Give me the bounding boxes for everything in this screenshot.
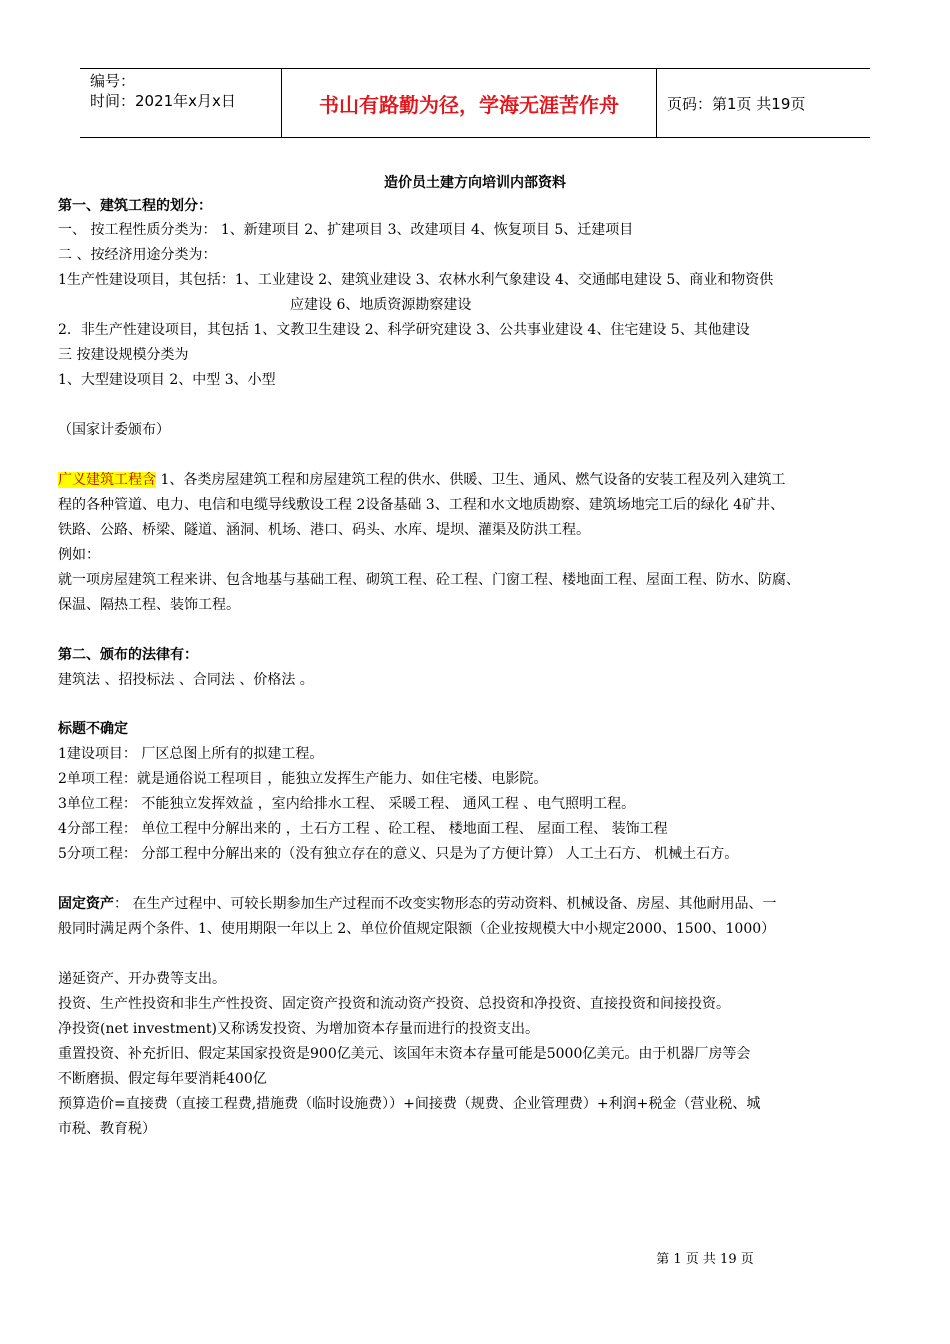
section1-line: 一、 按工程性质分类为： 1、新建项目 2、扩建项目 3、改建项目 4、恢复项目 5、迁建项目 [58, 222, 634, 238]
section1-line: 1生产性建设项目，其包括：1、工业建设 2、建筑业建设 3、农林水利气象建设 4、交通邮电建设 5、商业和物资供 [58, 272, 774, 288]
number-label: 编号： [90, 72, 136, 90]
broad-definition-line [58, 471, 785, 489]
header-table [80, 68, 870, 138]
page-info: 页码：第1页 共19页 [667, 94, 806, 113]
broad-line: 程的各种管道、电力、电信和电缆导线敷设工程 2设备基础 3、工程和水文地质勘察、建筑场地完工后的绿化 4矿井、 [58, 497, 785, 513]
misc-line: 不断磨损、假定每年要消耗400亿 [58, 1071, 267, 1087]
section1-line: 1、大型建设项目 2、中型 3、小型 [58, 372, 276, 388]
section2-heading: 第二、颁布的法律有： [58, 647, 198, 663]
misc-line: 净投资(net investment)又称诱发投资、为增加资本存量而进行的投资支出。 [58, 1021, 540, 1037]
section1-note: （国家计委颁布） [58, 422, 170, 438]
fixed-assets-label: 固定资产 [58, 896, 114, 912]
broad-line: 例如： [58, 547, 100, 563]
motto: 书山有路勤为径，学海无涯苦作舟 [281, 69, 657, 137]
section1-line: 二 、按经济用途分类为： [58, 247, 217, 263]
document-title: 造价员土建方向培训内部资料 [384, 175, 566, 191]
section1-line: 应建设 6、地质资源勘察建设 [290, 297, 472, 313]
section3-line: 2单项工程：就是通俗说工程项目 ，能独立发挥生产能力、如住宅楼、电影院。 [58, 771, 548, 787]
misc-line: 预算造价=直接费（直接工程费,措施费（临时设施费））+间接费（规费、企业管理费）+利润+税金（营业税、城 [58, 1096, 761, 1112]
section3-line: 3单位工程： 不能独立发挥效益 ，室内给排水工程、 采暖工程、 通风工程 、电气照明工程。 [58, 796, 636, 812]
broad-line: 就一项房屋建筑工程来讲、包含地基与基础工程、砌筑工程、砼工程、门窗工程、楼地面工程、屋面工程、防水、防腐、 [58, 572, 800, 588]
section2-line: 建筑法 、招投标法 、合同法 、价格法 。 [58, 672, 314, 688]
section3-line: 4分部工程： 单位工程中分解出来的 ，土石方工程 、砼工程、 楼地面工程、 屋面工程、 装饰工程 [58, 821, 668, 837]
fixed-assets-line [58, 895, 776, 913]
misc-line: 重置投资、补充折旧、假定某国家投资是900亿美元、该国年末资本存量可能是5000亿美元。由于机器厂房等会 [58, 1046, 751, 1062]
misc-line: 投资、生产性投资和非生产性投资、固定资产投资和流动资产投资、总投资和净投资、直接投资和间接投资。 [58, 996, 730, 1012]
section3-line: 5分项工程： 分部工程中分解出来的（没有独立存在的意义、只是为了方便计算） 人工土石方、 机械土石方。 [58, 846, 739, 862]
misc-line: 递延资产、开办费等支出。 [58, 971, 226, 987]
broad-line: 铁路、公路、桥梁、隧道、涵洞、机场、港口、码头、水库、堤坝、灌渠及防洪工程。 [58, 522, 590, 538]
section3-heading: 标题不确定 [58, 721, 128, 737]
page-footer: 第 1 页 共 19 页 [656, 1252, 754, 1267]
section1-line: 三 按建设规模分类为 [58, 347, 189, 363]
fixed-assets-text: ： 在生产过程中、可较长期参加生产过程而不改变实物形态的劳动资料、机械设备、房屋、其他耐用品、一 [114, 896, 777, 912]
section3-line: 1建设项目： 厂区总图上所有的拟建工程。 [58, 746, 324, 762]
misc-line: 市税、教育税） [58, 1121, 156, 1137]
section1-heading: 第一、建筑工程的划分： [58, 198, 212, 214]
broad-text: 1、各类房屋建筑工程和房屋建筑工程的供水、供暖、卫生、通风、燃气设备的安装工程及列入建筑工 [156, 472, 786, 488]
section1-line: 2．非生产性建设项目，其包括 1、文教卫生建设 2、科学研究建设 3、公共事业建设 4、住宅建设 5、其他建设 [58, 322, 750, 338]
header-meta-cell [80, 69, 281, 137]
fixed-assets-line: 般同时满足两个条件、1、使用期限一年以上 2、单位价值规定限额（企业按规模大中小规定2000、1500、1000） [58, 921, 776, 937]
time-label: 时间：2021年x月x日 [90, 92, 236, 110]
broad-line: 保温、隔热工程、装饰工程。 [58, 597, 240, 613]
broad-highlight-label: 广义建筑工程含 [58, 472, 156, 488]
